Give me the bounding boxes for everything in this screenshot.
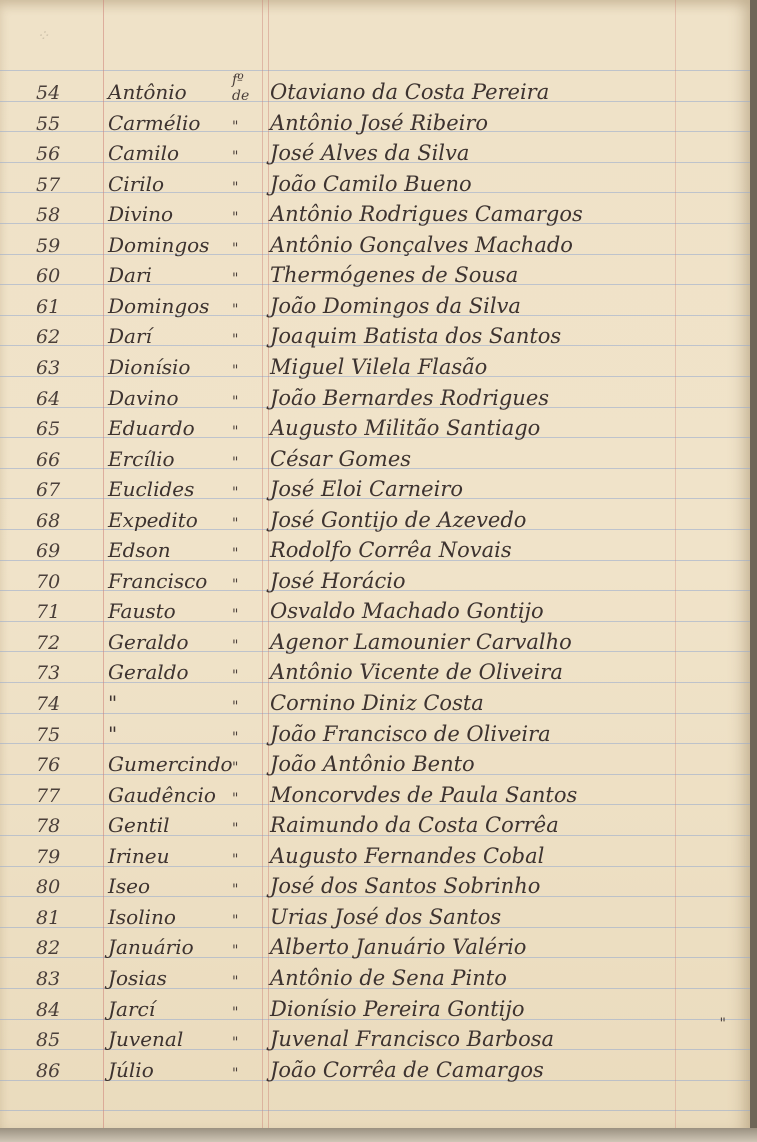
- father-name: Antônio de Sena Pinto: [270, 966, 507, 990]
- ledger-row: [0, 962, 750, 992]
- ledger-row: [0, 351, 750, 381]
- given-name: Carmélio: [108, 111, 201, 135]
- given-name: ": [108, 722, 118, 746]
- ledger-row: [0, 1023, 750, 1053]
- given-name: Juvenal: [108, 1027, 184, 1051]
- father-name: João Bernardes Rodrigues: [270, 386, 550, 410]
- entry-number: 68: [36, 510, 61, 532]
- ledger-row: [0, 259, 750, 289]
- given-name: Francisco: [108, 569, 208, 593]
- entry-number: 82: [36, 937, 61, 959]
- ditto-mark: ": [232, 699, 239, 715]
- ledger-row: [0, 626, 750, 656]
- father-name: Rodolfo Corrêa Novais: [270, 538, 512, 562]
- given-name: Iseo: [108, 874, 151, 898]
- ledger-row: [0, 718, 750, 748]
- father-name: José Gontijo de Azevedo: [270, 508, 527, 532]
- ledger-row: [0, 412, 750, 442]
- father-name: Antônio Gonçalves Machado: [270, 233, 573, 257]
- given-name: Júlio: [108, 1058, 154, 1082]
- father-name: Cornino Diniz Costa: [270, 691, 484, 715]
- entry-number: 66: [36, 449, 61, 471]
- father-name: João Francisco de Oliveira: [270, 722, 551, 746]
- given-name: Camilo: [108, 141, 180, 165]
- ledger-row: [0, 72, 750, 106]
- ditto-mark: ": [232, 485, 239, 501]
- ditto-mark: ": [232, 394, 239, 410]
- ditto-mark: ": [232, 119, 239, 135]
- given-name: Davino: [108, 386, 179, 410]
- father-name: César Gomes: [270, 447, 412, 471]
- ditto-mark: ": [232, 1066, 239, 1082]
- ditto-mark: fº de: [232, 72, 250, 104]
- ledger-row: [0, 748, 750, 778]
- ledger-row: [0, 229, 750, 259]
- ditto-mark: ": [232, 424, 239, 440]
- entry-number: 56: [36, 143, 61, 165]
- father-name: Otaviano da Costa Pereira: [270, 80, 550, 104]
- entry-number: 61: [36, 296, 61, 318]
- father-name: Augusto Fernandes Cobal: [270, 844, 545, 868]
- ditto-mark: ": [232, 332, 239, 348]
- ledger-row: [0, 840, 750, 870]
- given-name: Divino: [108, 202, 174, 226]
- ditto-mark: ": [232, 302, 239, 318]
- ditto-mark: ": [232, 1005, 239, 1021]
- father-name: Antônio José Ribeiro: [270, 111, 489, 135]
- ditto-mark: ": [232, 668, 239, 684]
- ditto-mark: ": [232, 149, 239, 165]
- ledger-row: [0, 595, 750, 625]
- given-name: Jarcí: [108, 997, 156, 1021]
- ledger-row: [0, 779, 750, 809]
- father-name: Antônio Rodrigues Camargos: [270, 202, 583, 226]
- ruled-line: [0, 70, 750, 71]
- ruled-line: [0, 1110, 750, 1111]
- ledger-row: [0, 198, 750, 228]
- entry-number: 74: [36, 693, 61, 715]
- given-name: Euclides: [108, 477, 195, 501]
- father-name: Urias José dos Santos: [270, 905, 502, 929]
- father-name: Moncorvdes de Paula Santos: [270, 783, 578, 807]
- ledger-row: [0, 382, 750, 412]
- entry-number: 71: [36, 601, 61, 623]
- ledger-row: [0, 656, 750, 686]
- father-name: João Domingos da Silva: [270, 294, 521, 318]
- ledger-row: [0, 107, 750, 137]
- ditto-mark: ": [232, 577, 239, 593]
- entry-number: 57: [36, 174, 61, 196]
- given-name: ": [108, 691, 118, 715]
- father-name: Dionísio Pereira Gontijo: [270, 997, 525, 1021]
- given-name: Cirilo: [108, 172, 165, 196]
- father-name: Thermógenes de Sousa: [270, 263, 519, 287]
- ditto-mark: ": [232, 974, 239, 990]
- given-name: Domingos: [108, 294, 210, 318]
- ledger-row: [0, 443, 750, 473]
- father-name: Alberto Januário Valério: [270, 935, 527, 959]
- ditto-mark: ": [232, 455, 239, 471]
- entry-number: 54: [36, 82, 61, 104]
- father-name: Miguel Vilela Flasão: [270, 355, 488, 379]
- father-name: Osvaldo Machado Gontijo: [270, 599, 544, 623]
- ditto-mark: ": [232, 1035, 239, 1051]
- entry-number: 70: [36, 571, 61, 593]
- given-name: Januário: [108, 935, 194, 959]
- father-name: Raimundo da Costa Corrêa: [270, 813, 559, 837]
- father-name: Antônio Vicente de Oliveira: [270, 660, 563, 684]
- father-name: José dos Santos Sobrinho: [270, 874, 541, 898]
- page-bottom-edge: [0, 1128, 757, 1142]
- entry-number: 59: [36, 235, 61, 257]
- margin-note: ": [719, 1016, 726, 1032]
- ditto-mark: ": [232, 271, 239, 287]
- ditto-mark: ": [232, 791, 239, 807]
- ledger-row: [0, 901, 750, 931]
- given-name: Isolino: [108, 905, 176, 929]
- entry-number: 86: [36, 1060, 61, 1082]
- ditto-mark: ": [232, 638, 239, 654]
- father-name: Agenor Lamounier Carvalho: [270, 630, 572, 654]
- father-name: Juvenal Francisco Barbosa: [270, 1027, 555, 1051]
- ditto-mark: ": [232, 882, 239, 898]
- ledger-row: [0, 534, 750, 564]
- entry-number: 64: [36, 388, 61, 410]
- father-name: Joaquim Batista dos Santos: [270, 324, 562, 348]
- entry-number: 77: [36, 785, 61, 807]
- given-name: Domingos: [108, 233, 210, 257]
- ditto-mark: ": [232, 852, 239, 868]
- ledger-row: [0, 809, 750, 839]
- given-name: Darí: [108, 324, 152, 348]
- ledger-row: [0, 931, 750, 961]
- entry-number: 65: [36, 418, 61, 440]
- father-name: Augusto Militão Santiago: [270, 416, 541, 440]
- given-name: Irineu: [108, 844, 170, 868]
- ledger-row: [0, 1054, 750, 1084]
- given-name: Fausto: [108, 599, 176, 623]
- given-name: Antônio: [108, 80, 187, 104]
- ledger-row: [0, 993, 750, 1023]
- ledger-row: [0, 290, 750, 320]
- ledger-row: [0, 687, 750, 717]
- ditto-mark: ": [232, 363, 239, 379]
- ditto-mark: ": [232, 943, 239, 959]
- ditto-mark: ": [232, 241, 239, 257]
- entry-number: 63: [36, 357, 61, 379]
- entry-number: 72: [36, 632, 61, 654]
- ditto-mark: ": [232, 546, 239, 562]
- ledger-row: [0, 870, 750, 900]
- father-name: José Alves da Silva: [270, 141, 470, 165]
- entry-number: 85: [36, 1029, 61, 1051]
- ditto-mark: ": [232, 821, 239, 837]
- father-name: João Camilo Bueno: [270, 172, 472, 196]
- given-name: Ercílio: [108, 447, 175, 471]
- ledger-row: [0, 473, 750, 503]
- given-name: Josias: [108, 966, 167, 990]
- entry-number: 73: [36, 662, 61, 684]
- entry-number: 75: [36, 724, 61, 746]
- entry-number: 67: [36, 479, 61, 501]
- ledger-row: [0, 320, 750, 350]
- given-name: Geraldo: [108, 660, 189, 684]
- father-name: João Antônio Bento: [270, 752, 475, 776]
- given-name: Expedito: [108, 508, 198, 532]
- given-name: Dari: [108, 263, 152, 287]
- entry-number: 58: [36, 204, 61, 226]
- given-name: Edson: [108, 538, 171, 562]
- entry-number: 55: [36, 113, 61, 135]
- ditto-mark: ": [232, 730, 239, 746]
- ledger-row: [0, 137, 750, 167]
- ledger-row: [0, 565, 750, 595]
- father-name: José Horácio: [270, 569, 406, 593]
- given-name: Gumercindo: [108, 752, 233, 776]
- ditto-mark: ": [232, 607, 239, 623]
- father-name: José Eloi Carneiro: [270, 477, 463, 501]
- ditto-mark: ": [232, 210, 239, 226]
- ledger-row: [0, 504, 750, 534]
- entry-number: 83: [36, 968, 61, 990]
- ditto-mark: ": [232, 516, 239, 532]
- ditto-mark: ": [232, 913, 239, 929]
- given-name: Eduardo: [108, 416, 195, 440]
- faded-corner-mark: ⁘: [36, 26, 50, 45]
- entry-number: 76: [36, 754, 61, 776]
- entry-number: 84: [36, 999, 61, 1021]
- given-name: Gentil: [108, 813, 170, 837]
- entry-number: 79: [36, 846, 61, 868]
- entry-number: 69: [36, 540, 61, 562]
- ditto-mark: ": [232, 180, 239, 196]
- father-name: João Corrêa de Camargos: [270, 1058, 544, 1082]
- given-name: Geraldo: [108, 630, 189, 654]
- given-name: Dionísio: [108, 355, 191, 379]
- entry-number: 62: [36, 326, 61, 348]
- entry-number: 80: [36, 876, 61, 898]
- ditto-mark: ": [232, 760, 239, 776]
- entry-number: 78: [36, 815, 61, 837]
- entry-number: 60: [36, 265, 61, 287]
- entry-number: 81: [36, 907, 61, 929]
- ledger-row: [0, 168, 750, 198]
- given-name: Gaudêncio: [108, 783, 216, 807]
